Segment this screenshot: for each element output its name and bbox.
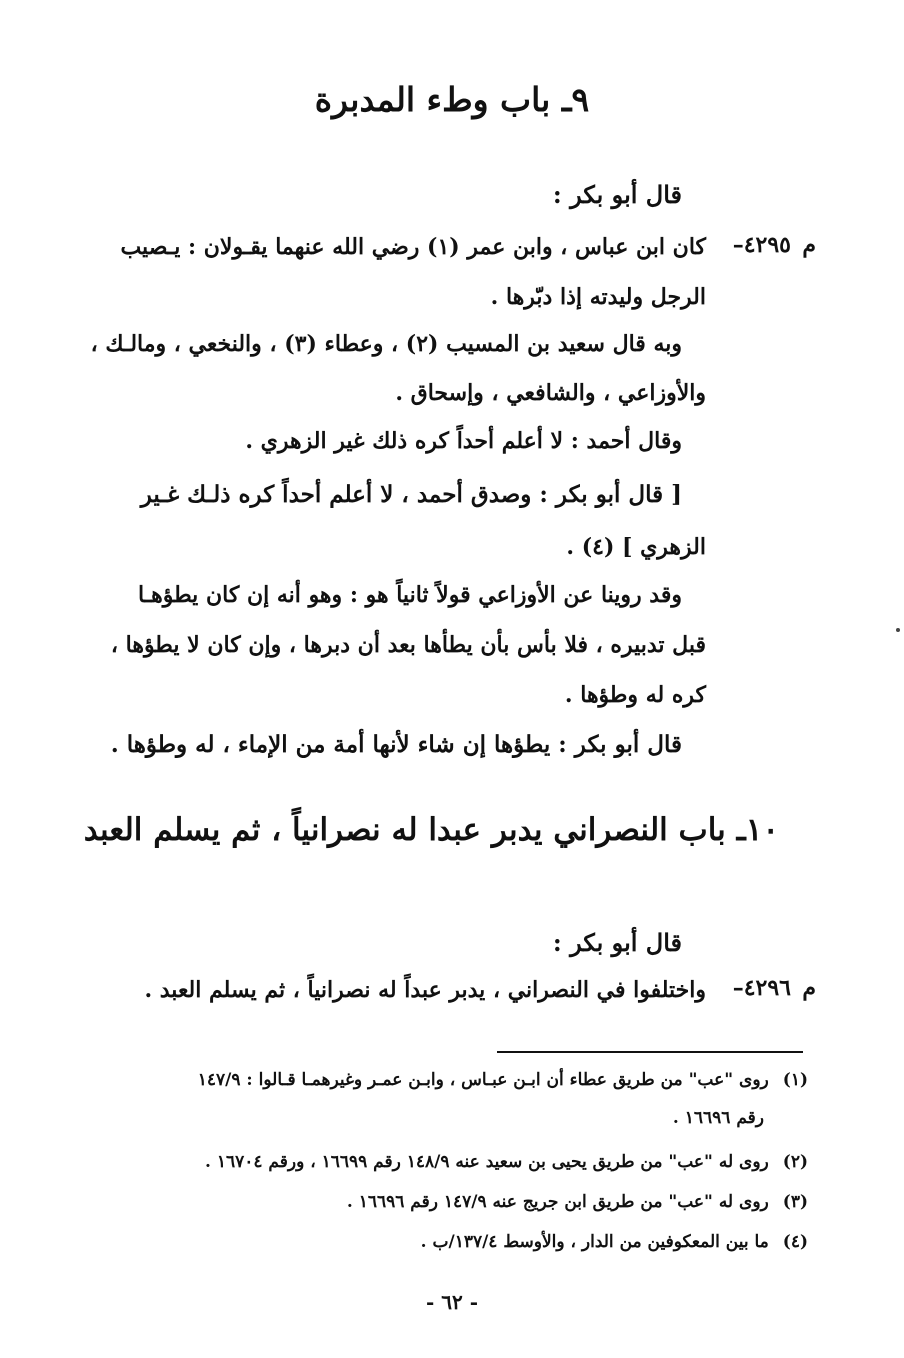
footnote-4 [421,1228,808,1256]
chapter-10-line-1: واختلفوا في النصراني ، يدبر عبداً له نصرانياً ، ثم يسلم العبد . [144,977,706,1003]
footnote-separator [497,1051,803,1053]
chapter-9-line-3: وبه قال سعيد بن المسيب (٢) ، وعطاء (٣) ، والنخعي ، ومالـك ، [90,331,682,357]
footnote-3-number: (٣) [782,1192,808,1212]
chapter-9-line-2: الرجل وليدته إذا دبّرها . [490,284,706,310]
footnote-2-number: (٢) [782,1152,808,1172]
chapter-9-line-6: [ قال أبو بكر : وصدق أحمد ، لا أعلم أحداً كره ذلـك غـير [140,481,682,508]
chapter-9-entry-number: ٤٢٩٥– [732,232,791,258]
chapter-9-entry-marker: م [802,232,816,258]
chapter-10-entry-marker: م [802,975,816,1001]
footnote-4-line-1: ما بين المعكوفين من الدار ، والأوسط ١٣٧/٤/ب . [420,1232,769,1252]
chapter-9-line-10: كره له وطؤها . [564,682,706,708]
footnote-1 [198,1066,808,1094]
chapter-9-line-5: وقال أحمد : لا أعلم أحداً كره ذلك غير الزهري . [245,428,682,454]
footnote-1-number: (١) [782,1070,808,1090]
chapter-10-entry-number: ٤٢٩٦– [732,975,791,1001]
footnote-1-continuation: رقم ١٦٦٩٦ . [672,1108,764,1128]
chapter-9-line-4: والأوزاعي ، والشافعي ، وإسحاق . [395,380,706,406]
margin-speck [896,628,900,632]
chapter-10-speaker: قال أبو بكر : [552,928,682,957]
chapter-9-title: ٩ـ باب وطء المدبرة [314,80,590,119]
chapter-9-line-11: قال أبو بكر : يطؤها إن شاء لأنها أمة من الإماء ، له وطؤها . [110,731,682,758]
footnote-4-number: (٤) [782,1232,808,1252]
chapter-9-line-1: كان ابن عباس ، وابن عمر (١) رضي الله عنهما يقـولان : يـصيب [120,234,706,260]
chapter-9-line-8: وقد روينا عن الأوزاعي قولاً ثانياً هو : وهو أنه إن كان يطؤهـا [138,582,682,608]
footnote-2 [205,1148,808,1176]
footnote-1-line-1: روى "عب" من طريق عطاء أن ابـن عبـاس ، وابـن عمـر وغيرهمـا قـالوا : ١٤٧/٩ [197,1070,769,1090]
footnote-3-line-1: روى له "عب" من طريق ابن جريج عنه ١٤٧/٩ رقم ١٦٦٩٦ . [346,1192,769,1212]
page-number: - ٦٢ - [425,1290,478,1314]
footnote-2-line-1: روى له "عب" من طريق يحيى بن سعيد عنه ١٤٨/٩ رقم ١٦٦٩٩ ، ورقم ١٦٧٠٤ . [205,1152,769,1172]
footnote-3 [347,1188,808,1216]
chapter-9-line-9: قبل تدبيره ، فلا بأس بأن يطأها بعد أن دبرها ، وإن كان لا يطؤها ، [110,632,706,658]
chapter-9-line-7: الزهري ] (٤) . [566,534,706,560]
chapter-9-speaker: قال أبو بكر : [552,180,682,209]
chapter-10-title: ١٠ـ باب النصراني يدبر عبدا له نصرانياً ، ثم يسلم العبد [83,812,779,848]
